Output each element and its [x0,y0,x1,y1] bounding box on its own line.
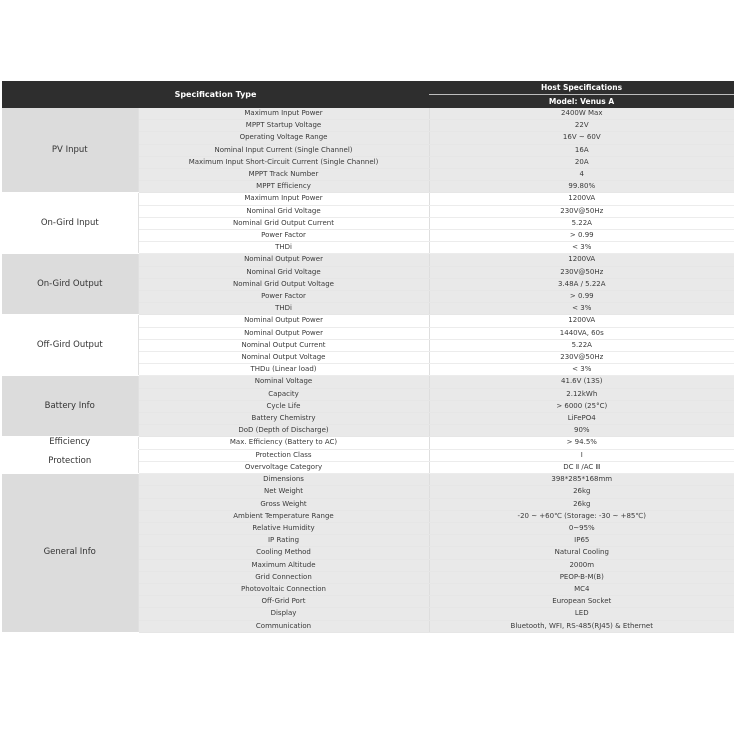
value-cell: 22V [429,120,734,132]
value-cell: < 3% [429,364,734,376]
value-cell: 20A [429,156,734,168]
parameter-cell: Capacity [138,388,429,400]
category-cell: Off-Gird Output [2,315,138,376]
value-cell: 2000m [429,559,734,571]
value-cell: MC4 [429,583,734,595]
table-row [2,254,734,266]
category-cell: General Info [2,474,138,633]
value-cell: 2.12kWh [429,388,734,400]
parameter-cell: Net Weight [138,486,429,498]
parameter-cell: Max. Efficiency (Battery to AC) [138,437,429,449]
value-cell: 0~95% [429,522,734,534]
spec-table [2,81,734,633]
value-cell: 26kg [429,498,734,510]
parameter-cell: IP Rating [138,535,429,547]
table-row [2,449,734,461]
value-cell: 230V@50Hz [429,205,734,217]
parameter-cell: Maximum Input Power [138,193,429,205]
value-cell: 4 [429,169,734,181]
parameter-cell: THDi [138,242,429,254]
value-cell: 1200VA [429,254,734,266]
value-cell: 5.22A [429,339,734,351]
value-cell: 2400W Max [429,108,734,120]
parameter-cell: Nominal Output Voltage [138,352,429,364]
value-cell: 230V@50Hz [429,266,734,278]
table-header [2,81,734,108]
value-cell: PEOP-B-M(B) [429,571,734,583]
parameter-cell: Protection Class [138,449,429,461]
parameter-cell: Cycle Life [138,400,429,412]
parameter-cell: Nominal Grid Voltage [138,266,429,278]
value-cell: 26kg [429,486,734,498]
value-cell: I [429,449,734,461]
value-cell: 16A [429,144,734,156]
parameter-cell: MPPT Startup Voltage [138,120,429,132]
value-cell: IP65 [429,535,734,547]
value-cell: LED [429,608,734,620]
parameter-cell: Relative Humidity [138,522,429,534]
parameter-cell: Nominal Output Power [138,315,429,327]
parameter-cell: Nominal Output Power [138,327,429,339]
value-cell: 230V@50Hz [429,352,734,364]
spec-type-header: Specification Type [2,81,429,108]
table-row [2,437,734,449]
value-cell: 5.22A [429,217,734,229]
parameter-cell: Grid Connection [138,571,429,583]
value-cell: 1440VA, 60s [429,327,734,339]
value-cell: 41.6V (13S) [429,376,734,388]
value-cell: > 94.5% [429,437,734,449]
model-header: Model: Venus A [429,95,734,109]
value-cell: LiFePO4 [429,413,734,425]
table-row [2,315,734,327]
category-cell: Efficiency [2,437,138,449]
parameter-cell: Maximum Input Power [138,108,429,120]
table-row [2,376,734,388]
parameter-cell: MPPT Track Number [138,169,429,181]
table-row [2,108,734,120]
parameter-cell: Nominal Output Power [138,254,429,266]
value-cell: > 6000 (25°C) [429,400,734,412]
value-cell: 99.80% [429,181,734,193]
parameter-cell: Off-Grid Port [138,596,429,608]
parameter-cell: Power Factor [138,291,429,303]
value-cell: -20 ~ +60℃ (Storage: -30 ~ +85℃) [429,510,734,522]
parameter-cell: Overvoltage Category [138,461,429,473]
value-cell: 3.48A / 5.22A [429,278,734,290]
value-cell: DC Ⅱ /AC Ⅲ [429,461,734,473]
parameter-cell: Gross Weight [138,498,429,510]
value-cell: Bluetooth, WFI, RS-485(RJ45) & Ethernet [429,620,734,632]
value-cell: < 3% [429,242,734,254]
category-cell: On-Gird Output [2,254,138,315]
parameter-cell: Nominal Grid Output Voltage [138,278,429,290]
category-cell: PV Input [2,108,138,193]
parameter-cell: Power Factor [138,230,429,242]
host-spec-header: Host Specifications [429,81,734,95]
parameter-cell: MPPT Efficiency [138,181,429,193]
value-cell: 90% [429,425,734,437]
table-row [2,474,734,486]
value-cell: European Socket [429,596,734,608]
table-body [2,108,734,632]
table-row [2,193,734,205]
parameter-cell: Communication [138,620,429,632]
parameter-cell: DoD (Depth of Discharge) [138,425,429,437]
value-cell: 1200VA [429,193,734,205]
parameter-cell: Dimensions [138,474,429,486]
parameter-cell: Photovoltaic Connection [138,583,429,595]
value-cell: > 0.99 [429,230,734,242]
category-cell: On-Gird Input [2,193,138,254]
value-cell: < 3% [429,303,734,315]
parameter-cell: THDu (Linear load) [138,364,429,376]
parameter-cell: Ambient Temperature Range [138,510,429,522]
value-cell: 16V ~ 60V [429,132,734,144]
parameter-cell: Display [138,608,429,620]
value-cell: 1200VA [429,315,734,327]
parameter-cell: Maximum Input Short-Circuit Current (Single Channel) [138,156,429,168]
parameter-cell: Cooling Method [138,547,429,559]
parameter-cell: Nominal Grid Voltage [138,205,429,217]
parameter-cell: Nominal Voltage [138,376,429,388]
parameter-cell: Maximum Altitude [138,559,429,571]
parameter-cell: Operating Voltage Range [138,132,429,144]
value-cell: Natural Cooling [429,547,734,559]
category-cell: Battery Info [2,376,138,437]
parameter-cell: Nominal Input Current (Single Channel) [138,144,429,156]
category-cell: Protection [2,449,138,473]
parameter-cell: Battery Chemistry [138,413,429,425]
value-cell: 398*285*168mm [429,474,734,486]
parameter-cell: Nominal Grid Output Current [138,217,429,229]
parameter-cell: THDi [138,303,429,315]
value-cell: > 0.99 [429,291,734,303]
parameter-cell: Nominal Output Current [138,339,429,351]
